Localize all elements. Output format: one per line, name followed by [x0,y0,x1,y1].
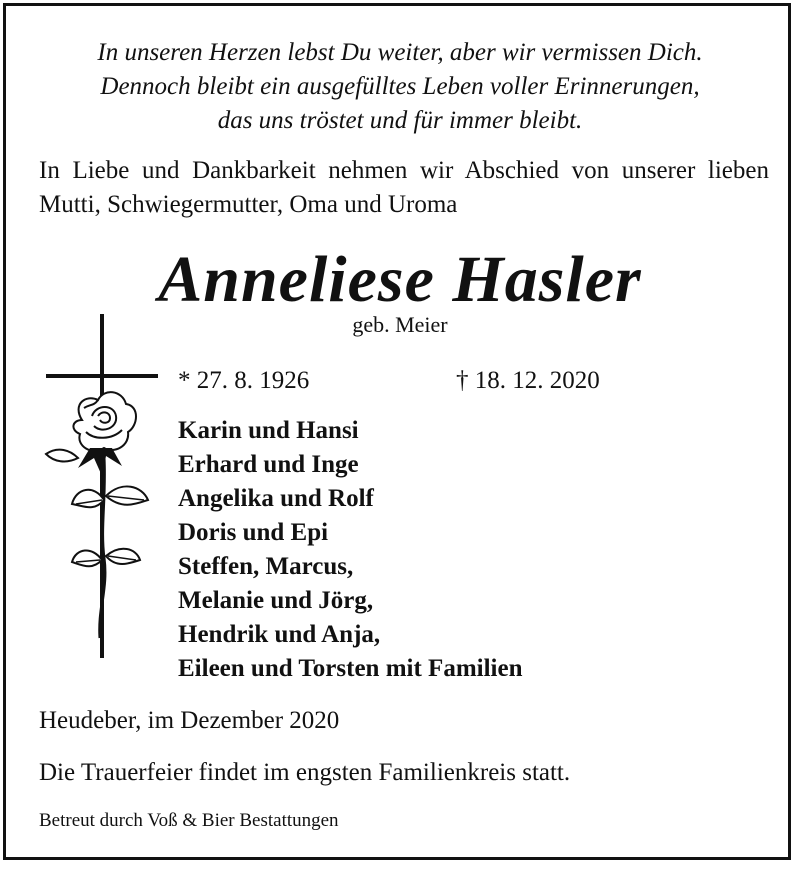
poem-line: Dennoch bleibt ein ausgefülltes Leben voller Erinnerungen, [100,73,700,100]
death-date: † 18. 12. 2020 [456,367,600,394]
notice-frame [3,3,791,860]
mourner-line: Doris und Epi [178,519,329,546]
mourners-list [178,414,522,686]
cross-with-rose-icon [42,308,172,668]
birth-date: * 27. 8. 1926 [178,367,310,394]
mourner-line: Steffen, Marcus, [178,553,354,580]
mourner-line: Angelika und Rolf [178,485,374,512]
mourner-line: Melanie und Jörg, [178,587,374,614]
mourner-line: Hendrik und Anja, [178,621,381,648]
service-note: Die Trauerfeier findet im engsten Familienkreis statt. [39,759,571,786]
mourner-line: Eileen und Torsten mit Familien [178,655,523,682]
mourner-line: Erhard und Inge [178,451,359,478]
place-date: Heudeber, im Dezember 2020 [39,707,340,734]
mourner-line: Karin und Hansi [178,417,359,444]
undertaker-credit: Betreut durch Voß & Bier Bestattungen [39,810,339,831]
poem-line: In unseren Herzen lebst Du weiter, aber wir vermissen Dich. [97,39,703,66]
deceased-name: Anneliese Hasler [158,243,642,316]
poem-line: das uns tröstet und für immer bleibt. [217,107,583,134]
intro-text: In Liebe und Dankbarkeit nehmen wir Abschied von unserer lieben Mutti, Schwiegermutter, Oma und Uroma [39,157,769,218]
poem [6,36,794,138]
maiden-name: geb. Meier [352,312,448,337]
